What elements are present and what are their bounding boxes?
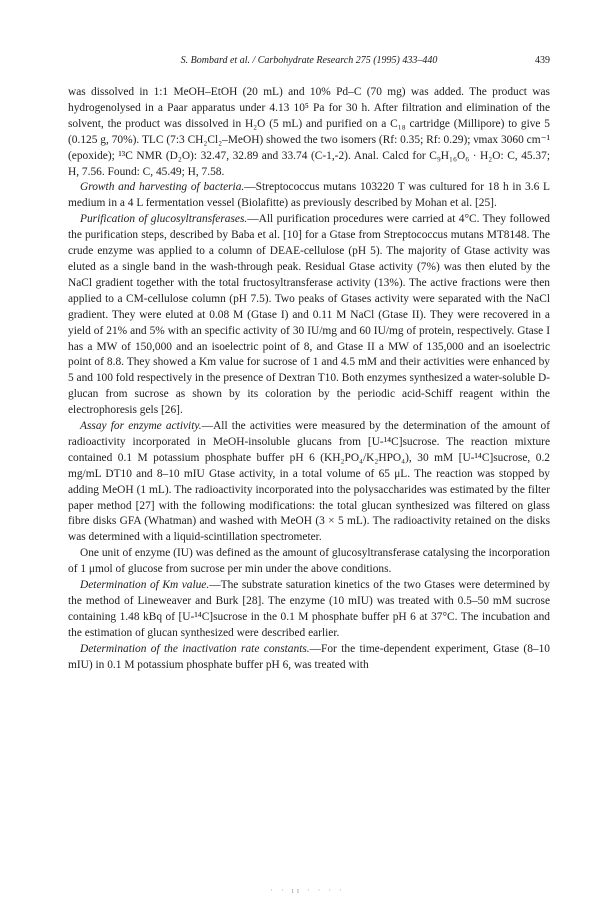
footer-scan-marks: · · ıı · · · · — [270, 886, 345, 895]
section-heading-growth: Growth and harvesting of bacteria. — [80, 181, 245, 194]
paragraph-km-determination — [68, 578, 550, 642]
paragraph-purification — [68, 212, 550, 419]
section-heading-purification: Purification of glucosyltransferases. — [80, 213, 248, 226]
section-body-km: —The substrate saturation kinetics of the two Gtases were determined by the method of Lineweaver and Burk [28]. The enzyme (10 mIU) was treated with 0.5–50 mM sucrose containing 1.48 kBq of [U-¹⁴C]sucrose in the 0.1 M phosphate buffer pH 6 at 37°C. The incubation and the estimation of glucan synthesized were described earlier. — [68, 579, 551, 639]
paragraph-enzyme-assay — [68, 419, 550, 546]
page-number: 439 — [535, 55, 550, 66]
section-body-purification: —All purification procedures were carried at 4°C. They followed the purification steps, described by Baba et al. [10] for a Gtase from Streptococcus mutans MT8148. The crude enzyme was applied to a column of DEAE-cellulose (pH 5). The majority of Gtase activity was eluted as a single band in the wash-through peak. Residual Gtase activity (7%) was then eluted by the NaCl gradient together with the total fructosyltransferase activity (13%). The active fractions were then applied to a CM-cellulose column (pH 7.5). Two peaks of Gtases activity were separated with the NaCl gradient. They were eluted at 0.08 M (Gtase I) and 0.11 M NaCl (Gtase II). They were recovered in a yield of 21% and 5% with an specific activity of 30 IU/mg and 60 IU/mg of protein, respectively. Gtase I has a MW of 150,000 and an isoelectric point of 8, and Gtase II a MW of 135,000 and an isoelectric point of 8.8. They showed a Km value for sucrose of 1 and 4.5 mM and their activities were enhanced by 5 and 100 fold respectively in the presence of Dextran T10. Both enzymes synthesized a water-soluble D-glucan from sucrose as shown by its coloration by the periodic acid-Schiff reagent within the electrophoresis gels [26]. — [68, 213, 550, 417]
paragraph-enzyme-unit: One unit of enzyme (IU) was defined as the amount of glucosyltransferase catalysing the incorporation of 1 μmol of glucose from sucrose per min under the above conditions. — [68, 547, 550, 576]
body-text — [68, 85, 550, 674]
paragraph-synthesis-end: was dissolved in 1:1 MeOH–EtOH (20 mL) and 10% Pd–C (70 mg) was added. The product was hydrogenolysed in a Paar apparatus under 4.13 10⁵ Pa for 30 h. After filtration and elimination of the solvent, the product was dissolved in H₂O (5 mL) and purified on a C₁₈ cartridge (Millipore) to give 5 (0.125 g, 70%). TLC (7:3 CH₂Cl₂–MeOH) showed the two isomers (Rf: 0.35; Rf: 0.29); νmax 3060 cm⁻¹ (epoxide); ¹³C NMR (D₂O): 32.47, 32.89 and 33.74 (C-1,-2). Anal. Calcd for C₉H₁₆O₆ · H₂O: C, 45.37; H, 7.56. Found: C, 45.49; H, 7.58. — [68, 86, 550, 178]
section-heading-inactivation: Determination of the inactivation rate constants. — [80, 642, 310, 655]
section-heading-km: Determination of Km value. — [80, 579, 210, 592]
section-heading-assay: Assay for enzyme activity. — [80, 420, 202, 433]
paragraph-growth-harvesting — [68, 180, 550, 212]
section-body-inactivation: —For the time-dependent experiment, Gtase (8–10 mIU) in 0.1 M potassium phosphate buffer pH 6, was treated with — [68, 642, 550, 671]
paragraph-inactivation — [68, 642, 550, 674]
section-body-growth: —Streptococcus mutans 103220 T was cultured for 18 h in 3.6 L medium in a 4 L fermentation vessel (Biolafitte) as previously described by Mohan et al. [25]. — [68, 181, 550, 210]
section-body-assay: —All the activities were measured by the determination of the amount of radioactivity incorporated in MeOH-insoluble glucans from [U-¹⁴C]sucrose. The reaction mixture contained 0.1 M potassium phosphate buffer pH 6 (KH₂PO₄/K₂HPO₄), 30 mM [U-¹⁴C]sucrose, 0.2 mg/mL DT10 and 8–10 mIU Gtase activity, in a total volume of 65 μL. The reaction was stopped by adding MeOH (1 mL). The radioactivity incorporated into the polysaccharides was estimated by the filter paper method [27] with the following modifications: the total glucan synthesized was filtered on glass fibre disks GFA (Whatman) and washed with MeOH (3 × 5 mL). The radioactivity retained on the disks was determined with a liquid-scintillation spectrometer. — [68, 420, 550, 544]
running-head — [68, 55, 550, 67]
journal-citation: S. Bombard et al. / Carbohydrate Research 275 (1995) 433–440 — [180, 55, 438, 66]
